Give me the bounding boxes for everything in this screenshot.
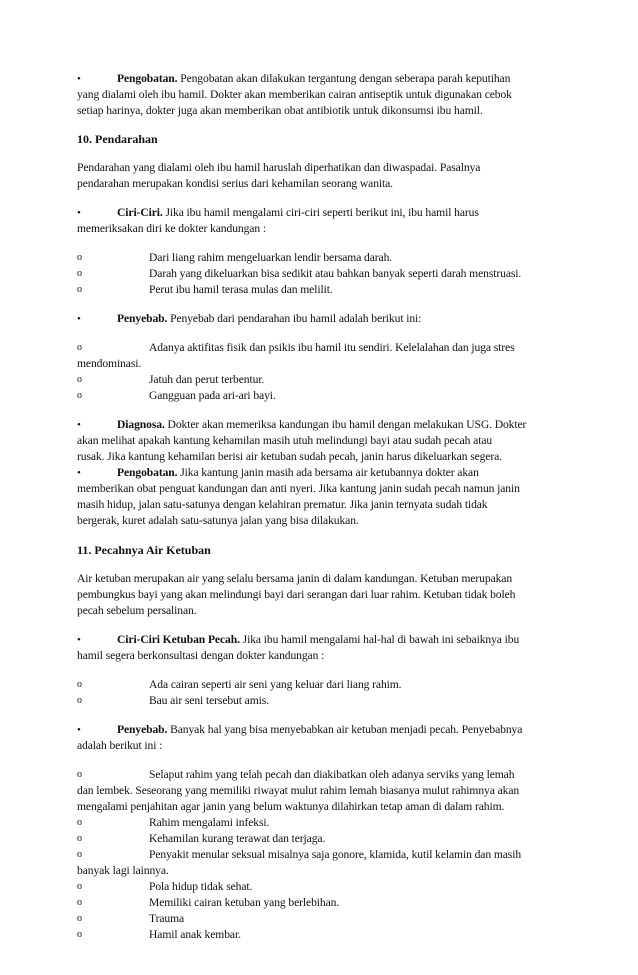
bullet-text: Pengobatan akan dilakukan tergantung dengan seberapa parah keputihan [177,72,511,85]
bullet-text: Jika kantung janin masih ada bersama air ketubannya dokter akan [177,466,479,479]
sub-item: Trauma [149,912,185,925]
sub-item: Perut ibu hamil terasa mulas dan melilit. [149,283,333,296]
sub-bullet: o [77,284,82,295]
paragraph-line: banyak lagi lainnya. [77,864,169,877]
sub-item: Penyakit menular seksual misalnya saja gonore, klamida, kutil kelamin dan masih [149,848,522,861]
paragraph-line: akan melihat apakah kantung kehamilan masih utuh melindungi bayi atau sudah pecah atau [77,434,493,447]
bullet-text: Penyebab dari pendarahan ibu hamil adalah berikut ini: [167,312,422,325]
sub-bullet: o [77,769,82,780]
bullet-title: Penyebab. [117,312,168,325]
paragraph-line: pendarahan merupakan kondisi serius dari kehamilan seorang wanita. [77,177,393,190]
bullet: • [77,313,81,325]
paragraph-line: pembungkus bayi yang akan melindungi bayi dari serangan dari luar rahim. Ketuban tidak boleh [77,588,516,601]
paragraph-line: memeriksakan diri ke dokter kandungan : [77,222,266,235]
sub-item: Hamil anak kembar. [149,928,241,941]
paragraph-line [117,205,479,221]
paragraph-line [117,722,522,738]
sub-item: Gangguan pada ari-ari bayi. [149,389,276,402]
sub-bullet: o [77,881,82,892]
paragraph-line: dan lembek. Seseorang yang memiliki riwayat mulut rahim lemah biasanya mulut rahimnya akan [77,784,520,797]
sub-item: Kehamilan kurang terawat dan terjaga. [149,832,326,845]
paragraph-line: masih hidup, jalan satu-satunya dengan kelahiran prematur. Jika janin ternyata sudah tidak [77,498,488,511]
sub-item: Memiliki cairan ketuban yang berlebihan. [149,896,340,909]
paragraph-line: memberikan obat penguat kandungan dan anti nyeri. Jika kantung janin sudah pecah namun janin [77,482,520,495]
section-heading: 11. Pecahnya Air Ketuban [77,543,211,557]
sub-item: Bau air seni tersebut amis. [149,694,269,707]
bullet: • [77,207,81,219]
paragraph-line: Pendarahan yang dialami oleh ibu hamil haruslah diperhatikan dan diwaspadai. Pasalnya [77,161,481,174]
paragraph-line: setiap harinya, dokter juga akan memberikan obat antibiotik untuk dikonsumsi ibu hamil. [77,104,483,117]
sub-item: Jatuh dan perut terbentur. [149,373,265,386]
bullet: • [77,467,81,479]
sub-item: Selaput rahim yang telah pecah dan diakibatkan oleh adanya serviks yang lemah [149,768,515,781]
paragraph-line: mengalami penjahitan agar janin yang belum waktunya dilahirkan tetap aman di dalam rahim. [77,800,505,813]
paragraph-line [117,311,421,327]
bullet-title: Ciri-Ciri Ketuban Pecah. [117,633,240,646]
bullet-text: Jika ibu hamil mengalami ciri-ciri seperti berikut ini, ibu hamil harus [162,206,479,219]
sub-item: Darah yang dikeluarkan bisa sedikit atau bahkan banyak seperti darah menstruasi. [149,267,522,280]
bullet-title: Penyebab. [117,723,168,736]
paragraph-line: mendominasi. [77,357,142,370]
paragraph-line: adalah berikut ini : [77,739,163,752]
bullet-text: Jika ibu hamil mengalami hal-hal di bawah ini sebaiknya ibu [239,633,520,646]
sub-item: Ada cairan seperti air seni yang keluar dari liang rahim. [149,678,402,691]
sub-bullet: o [77,929,82,940]
bullet-title: Ciri-Ciri. [117,206,163,219]
bullet-text: Dokter akan memeriksa kandungan ibu hamil dengan melakukan USG. Dokter [164,418,527,431]
bullet: • [77,634,81,646]
paragraph-line [117,417,526,433]
sub-item: Dari liang rahim mengeluarkan lendir bersama darah. [149,251,393,264]
sub-bullet: o [77,252,82,263]
paragraph-line: rusak. Jika kantung kehamilan berisi air ketuban sudah pecah, janin harus dikeluarkan segera. [77,450,502,463]
sub-bullet: o [77,374,82,385]
sub-bullet: o [77,817,82,828]
paragraph-line: Air ketuban merupakan air yang selalu bersama janin di dalam kandungan. Ketuban merupakan [77,572,513,585]
paragraph-line: yang dialami oleh ibu hamil. Dokter akan memberikan cairan antiseptik untuk digunakan cebok [77,88,512,101]
section-heading: 10. Pendarahan [77,132,158,146]
sub-bullet: o [77,342,82,353]
sub-bullet: o [77,849,82,860]
bullet: • [77,724,81,736]
paragraph-line: hamil segera berkonsultasi dengan dokter kandungan : [77,649,325,662]
sub-bullet: o [77,679,82,690]
sub-bullet: o [77,695,82,706]
sub-bullet: o [77,913,82,924]
bullet-title: Diagnosa. [117,418,165,431]
bullet-text: Banyak hal yang bisa menyebabkan air ketuban menjadi pecah. Penyebabnya [167,723,523,736]
sub-bullet: o [77,897,82,908]
sub-bullet: o [77,268,82,279]
bullet-title: Pengobatan. [117,72,178,85]
paragraph-line [117,632,519,648]
paragraph-line [117,71,510,87]
paragraph-line: bergerak, kuret adalah satu-satunya jalan yang bisa dilakukan. [77,514,359,527]
bullet: • [77,419,81,431]
paragraph-line [117,465,479,481]
bullet: • [77,73,81,85]
sub-bullet: o [77,833,82,844]
sub-bullet: o [77,390,82,401]
bullet-title: Pengobatan. [117,466,178,479]
sub-item: Adanya aktifitas fisik dan psikis ibu hamil itu sendiri. Kelelalahan dan juga stres [149,341,515,354]
sub-item: Pola hidup tidak sehat. [149,880,253,893]
sub-item: Rahim mengalami infeksi. [149,816,270,829]
paragraph-line: pecah sebelum persalinan. [77,604,197,617]
